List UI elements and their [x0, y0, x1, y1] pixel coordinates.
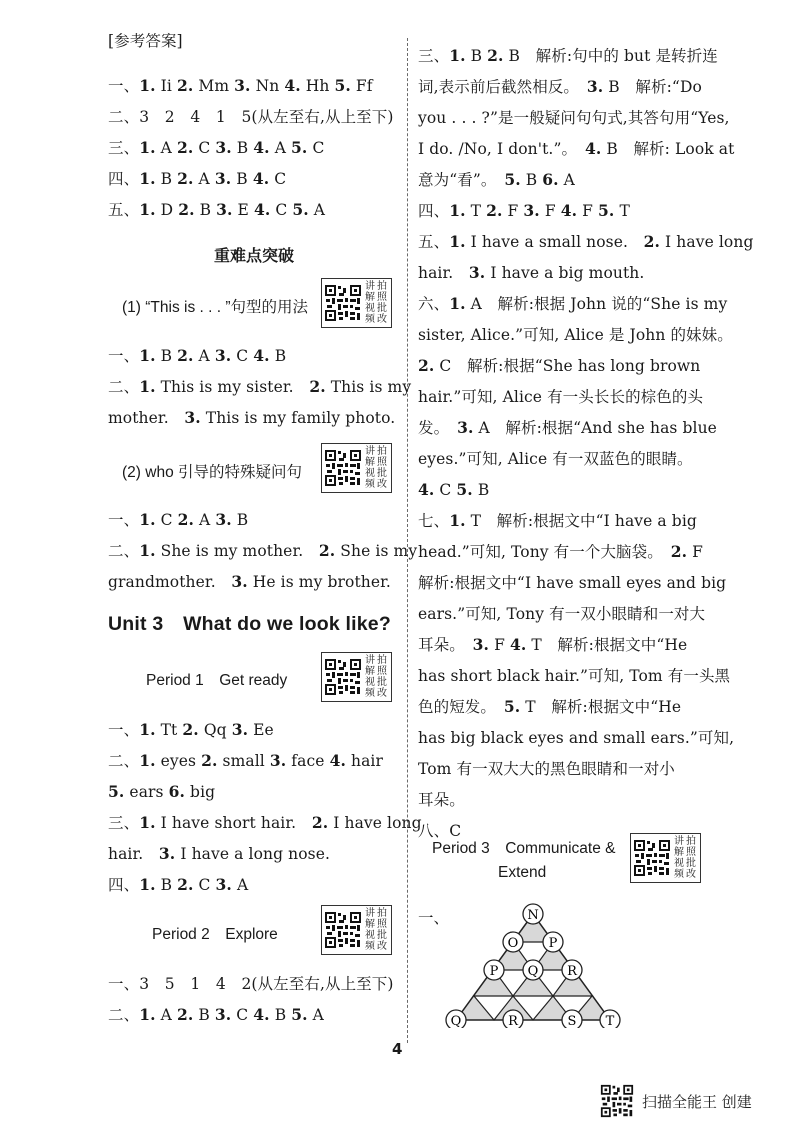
- svg-text:P: P: [489, 964, 499, 979]
- svg-text:P: P: [548, 936, 558, 951]
- answer-line: has short black hair.”可知, Tom 有一头黑: [418, 667, 731, 685]
- qr-caption: 讲 拍 解 照 视 批 频 改: [365, 446, 387, 490]
- qr-caption: 讲 拍 解 照 视 批 频 改: [365, 655, 387, 699]
- answer-line: 六、1. A 解析:根据 John 说的“She is my: [418, 294, 728, 313]
- answer-line: 二、1. A 2. B 3. C 4. B 5. A: [108, 1005, 324, 1024]
- answer-line: hair.”可知, Alice 有一头长长的棕色的头: [418, 388, 704, 406]
- answer-line: 二、1. eyes 2. small 3. face 4. hair: [108, 751, 383, 770]
- svg-text:R: R: [508, 1014, 518, 1028]
- answer-line: mother. 3. This is my family photo.: [108, 408, 396, 427]
- period-title-cont: Extend: [498, 864, 547, 881]
- answer-line: 一、1. B 2. A 3. C 4. B: [108, 346, 287, 365]
- subsection-title: (2) who 引导的特殊疑问句: [122, 464, 302, 481]
- answer-line: 八、C: [418, 822, 462, 840]
- scanner-watermark: [600, 1084, 752, 1118]
- letter-node: [503, 1010, 523, 1028]
- svg-text:N: N: [527, 908, 539, 923]
- answer-line: hair. 3. I have a long nose.: [108, 844, 331, 863]
- answer-line: 色的短发。 5. T 解析:根据文中“He: [418, 697, 682, 716]
- svg-text:R: R: [567, 964, 577, 979]
- answer-line: 4. C 5. B: [418, 480, 490, 499]
- answer-line: grandmother. 3. He is my brother.: [108, 572, 391, 591]
- answer-line: 二、1. This is my sister. 2. This is my: [108, 377, 412, 396]
- answer-line: 耳朵。 3. F 4. T 解析:根据文中“He: [418, 635, 688, 654]
- subsection-title: (1) “This is . . . ”句型的用法: [122, 299, 309, 316]
- svg-text:T: T: [605, 1014, 615, 1028]
- qr-caption: 讲 拍 解 照 视 批 频 改: [674, 836, 696, 880]
- period-title: Period 1 Get ready: [146, 672, 288, 689]
- answer-line: 5. ears 6. big: [108, 782, 216, 801]
- answer-line: 三、1. B 2. B 解析:句中的 but 是转折连: [418, 46, 718, 65]
- svg-text:O: O: [507, 936, 519, 951]
- answer-line: has big black eyes and small ears.”可知,: [418, 729, 735, 747]
- letter-node: [446, 1010, 466, 1028]
- svg-text:Q: Q: [527, 964, 539, 979]
- letter-node: [523, 904, 543, 924]
- letter-node: [600, 1010, 620, 1028]
- qr-block[interactable]: [321, 905, 392, 955]
- period-title: Period 3 Communicate &: [432, 840, 616, 857]
- qr-block[interactable]: [321, 278, 392, 328]
- qr-code-icon[interactable]: [324, 449, 362, 487]
- answer-line: I do. /No, I don't.”。 4. B 解析: Look at: [418, 139, 735, 158]
- answer-line: 发。 3. A 解析:根据“And she has blue: [418, 418, 717, 437]
- letter-triangle-diagram: [438, 898, 628, 1028]
- scanner-brand-label: 扫描全能王 创建: [642, 1092, 752, 1111]
- letter-node: [543, 932, 563, 952]
- answer-line: 词,表示前后截然相反。 3. B 解析:“Do: [418, 77, 702, 96]
- answer-line: 七、1. T 解析:根据文中“I have a big: [418, 511, 697, 530]
- letter-node: [562, 1010, 582, 1028]
- answer-line: Tom 有一双大大的黑色眼睛和一对小: [418, 760, 675, 778]
- answer-line: 三、1. A 2. C 3. B 4. A 5. C: [108, 138, 325, 157]
- answer-line: 一、1. Tt 2. Qq 3. Ee: [108, 720, 274, 739]
- qr-block[interactable]: [321, 652, 392, 702]
- answer-line: ears.”可知, Tony 有一双小眼睛和一对大: [418, 605, 706, 623]
- section-title: 重难点突破: [213, 246, 294, 265]
- qr-code-icon[interactable]: [600, 1084, 634, 1118]
- qr-caption: 讲 拍 解 照 视 批 频 改: [365, 908, 387, 952]
- answer-line: 解析:根据文中“I have small eyes and big: [418, 574, 727, 592]
- answer-line: 一、1. Ii 2. Mm 3. Nn 4. Hh 5. Ff: [108, 76, 373, 95]
- qr-code-icon[interactable]: [324, 911, 362, 949]
- answer-header: [参考答案]: [108, 32, 183, 50]
- answer-line: 2. C 解析:根据“She has long brown: [418, 356, 701, 375]
- qr-block[interactable]: [321, 443, 392, 493]
- svg-text:S: S: [567, 1014, 577, 1028]
- letter-node: [484, 960, 504, 980]
- answer-line: eyes.”可知, Alice 有一双蓝色的眼睛。: [418, 450, 693, 468]
- answer-line: 耳朵。: [418, 791, 465, 809]
- answer-line: 二、1. She is my mother. 2. She is my: [108, 541, 418, 560]
- qr-code-icon[interactable]: [324, 658, 362, 696]
- letter-node: [523, 960, 543, 980]
- answer-line: 二、3 2 4 1 5(从左至右,从上至下): [108, 108, 394, 126]
- answer-line: hair. 3. I have a big mouth.: [418, 263, 645, 282]
- unit-title: Unit 3 What do we look like?: [108, 613, 391, 635]
- answer-line: 四、1. B 2. C 3. A: [108, 875, 249, 894]
- answer-line: 四、1. B 2. A 3. B 4. C: [108, 169, 287, 188]
- letter-node: [503, 932, 523, 952]
- answer-line: 一、3 5 1 4 2(从左至右,从上至下): [108, 975, 394, 993]
- qr-code-icon[interactable]: [633, 839, 671, 877]
- page-number: 4: [392, 1040, 403, 1058]
- answer-line: 三、1. I have short hair. 2. I have long: [108, 813, 422, 832]
- svg-text:Q: Q: [450, 1014, 462, 1028]
- letter-node: [562, 960, 582, 980]
- answer-line: head.”可知, Tony 有一个大脑袋。 2. F: [418, 542, 703, 561]
- answer-line: 五、1. D 2. B 3. E 4. C 5. A: [108, 200, 326, 219]
- answer-line: 五、1. I have a small nose. 2. I have long: [418, 232, 754, 251]
- answer-line: you . . . ?”是一般疑问句句式,其答句用“Yes,: [418, 109, 730, 127]
- qr-caption: 讲 拍 解 照 视 批 频 改: [365, 281, 387, 325]
- answer-line: sister, Alice.”可知, Alice 是 John 的妹妹。: [418, 326, 733, 344]
- answer-line: 四、1. T 2. F 3. F 4. F 5. T: [418, 201, 630, 220]
- qr-block[interactable]: [630, 833, 701, 883]
- answer-line: 意为“看”。 5. B 6. A: [418, 170, 575, 189]
- answer-line: 一、1. C 2. A 3. B: [108, 510, 249, 529]
- period-title: Period 2 Explore: [152, 926, 278, 943]
- exercise-label: 一、: [418, 909, 450, 927]
- qr-code-icon[interactable]: [324, 284, 362, 322]
